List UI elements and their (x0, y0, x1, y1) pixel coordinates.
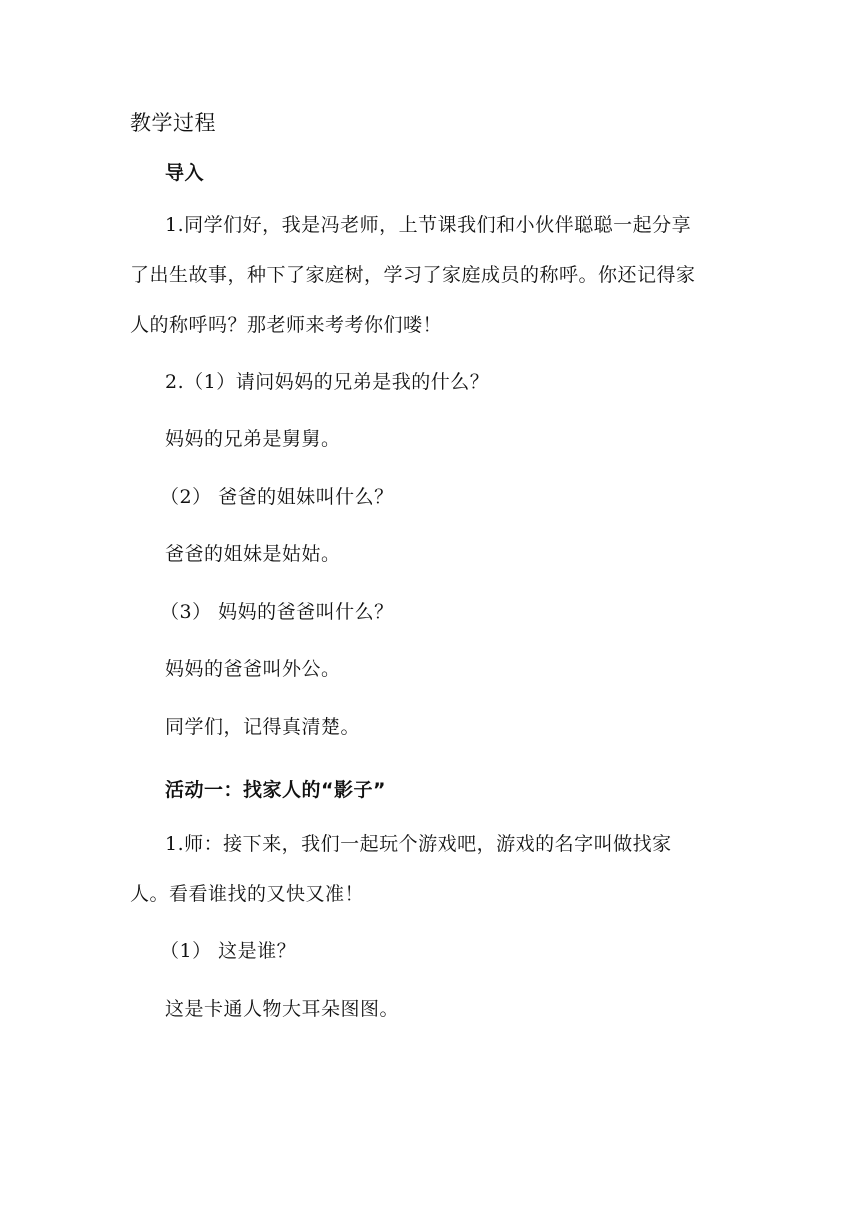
question-4: （1） 这是谁？ (160, 940, 297, 962)
praise-line: 同学们，记得真清楚。 (165, 716, 361, 738)
answer-4: 这是卡通人物大耳朵图图。 (165, 998, 400, 1020)
section-heading-activity-1: 活动一：找家人的“影子” (165, 779, 386, 801)
question-2: （2） 爸爸的姐妹叫什么？ (160, 486, 394, 508)
page-title: 教学过程 (130, 111, 216, 135)
answer-2: 爸爸的姐妹是姑姑。 (165, 543, 341, 565)
paragraph-line: 人。看看谁找的又快又准！ (130, 883, 365, 905)
paragraph-line: 1.同学们好，我是冯老师，上节课我们和小伙伴聪聪一起分享 (165, 214, 692, 236)
paragraph-line: 1.师：接下来，我们一起玩个游戏吧，游戏的名字叫做找家 (165, 833, 672, 855)
answer-3: 妈妈的爸爸叫外公。 (165, 658, 341, 680)
question-3: （3） 妈妈的爸爸叫什么？ (160, 601, 394, 623)
answer-1: 妈妈的兄弟是舅舅。 (165, 428, 341, 450)
paragraph-line: 了出生故事，种下了家庭树，学习了家庭成员的称呼。你还记得家 (130, 264, 696, 286)
paragraph-line: 人的称呼吗？那老师来考考你们喽！ (130, 314, 443, 336)
question-1: 2.（1）请问妈妈的兄弟是我的什么？ (165, 371, 490, 393)
section-heading-intro: 导入 (165, 162, 205, 184)
